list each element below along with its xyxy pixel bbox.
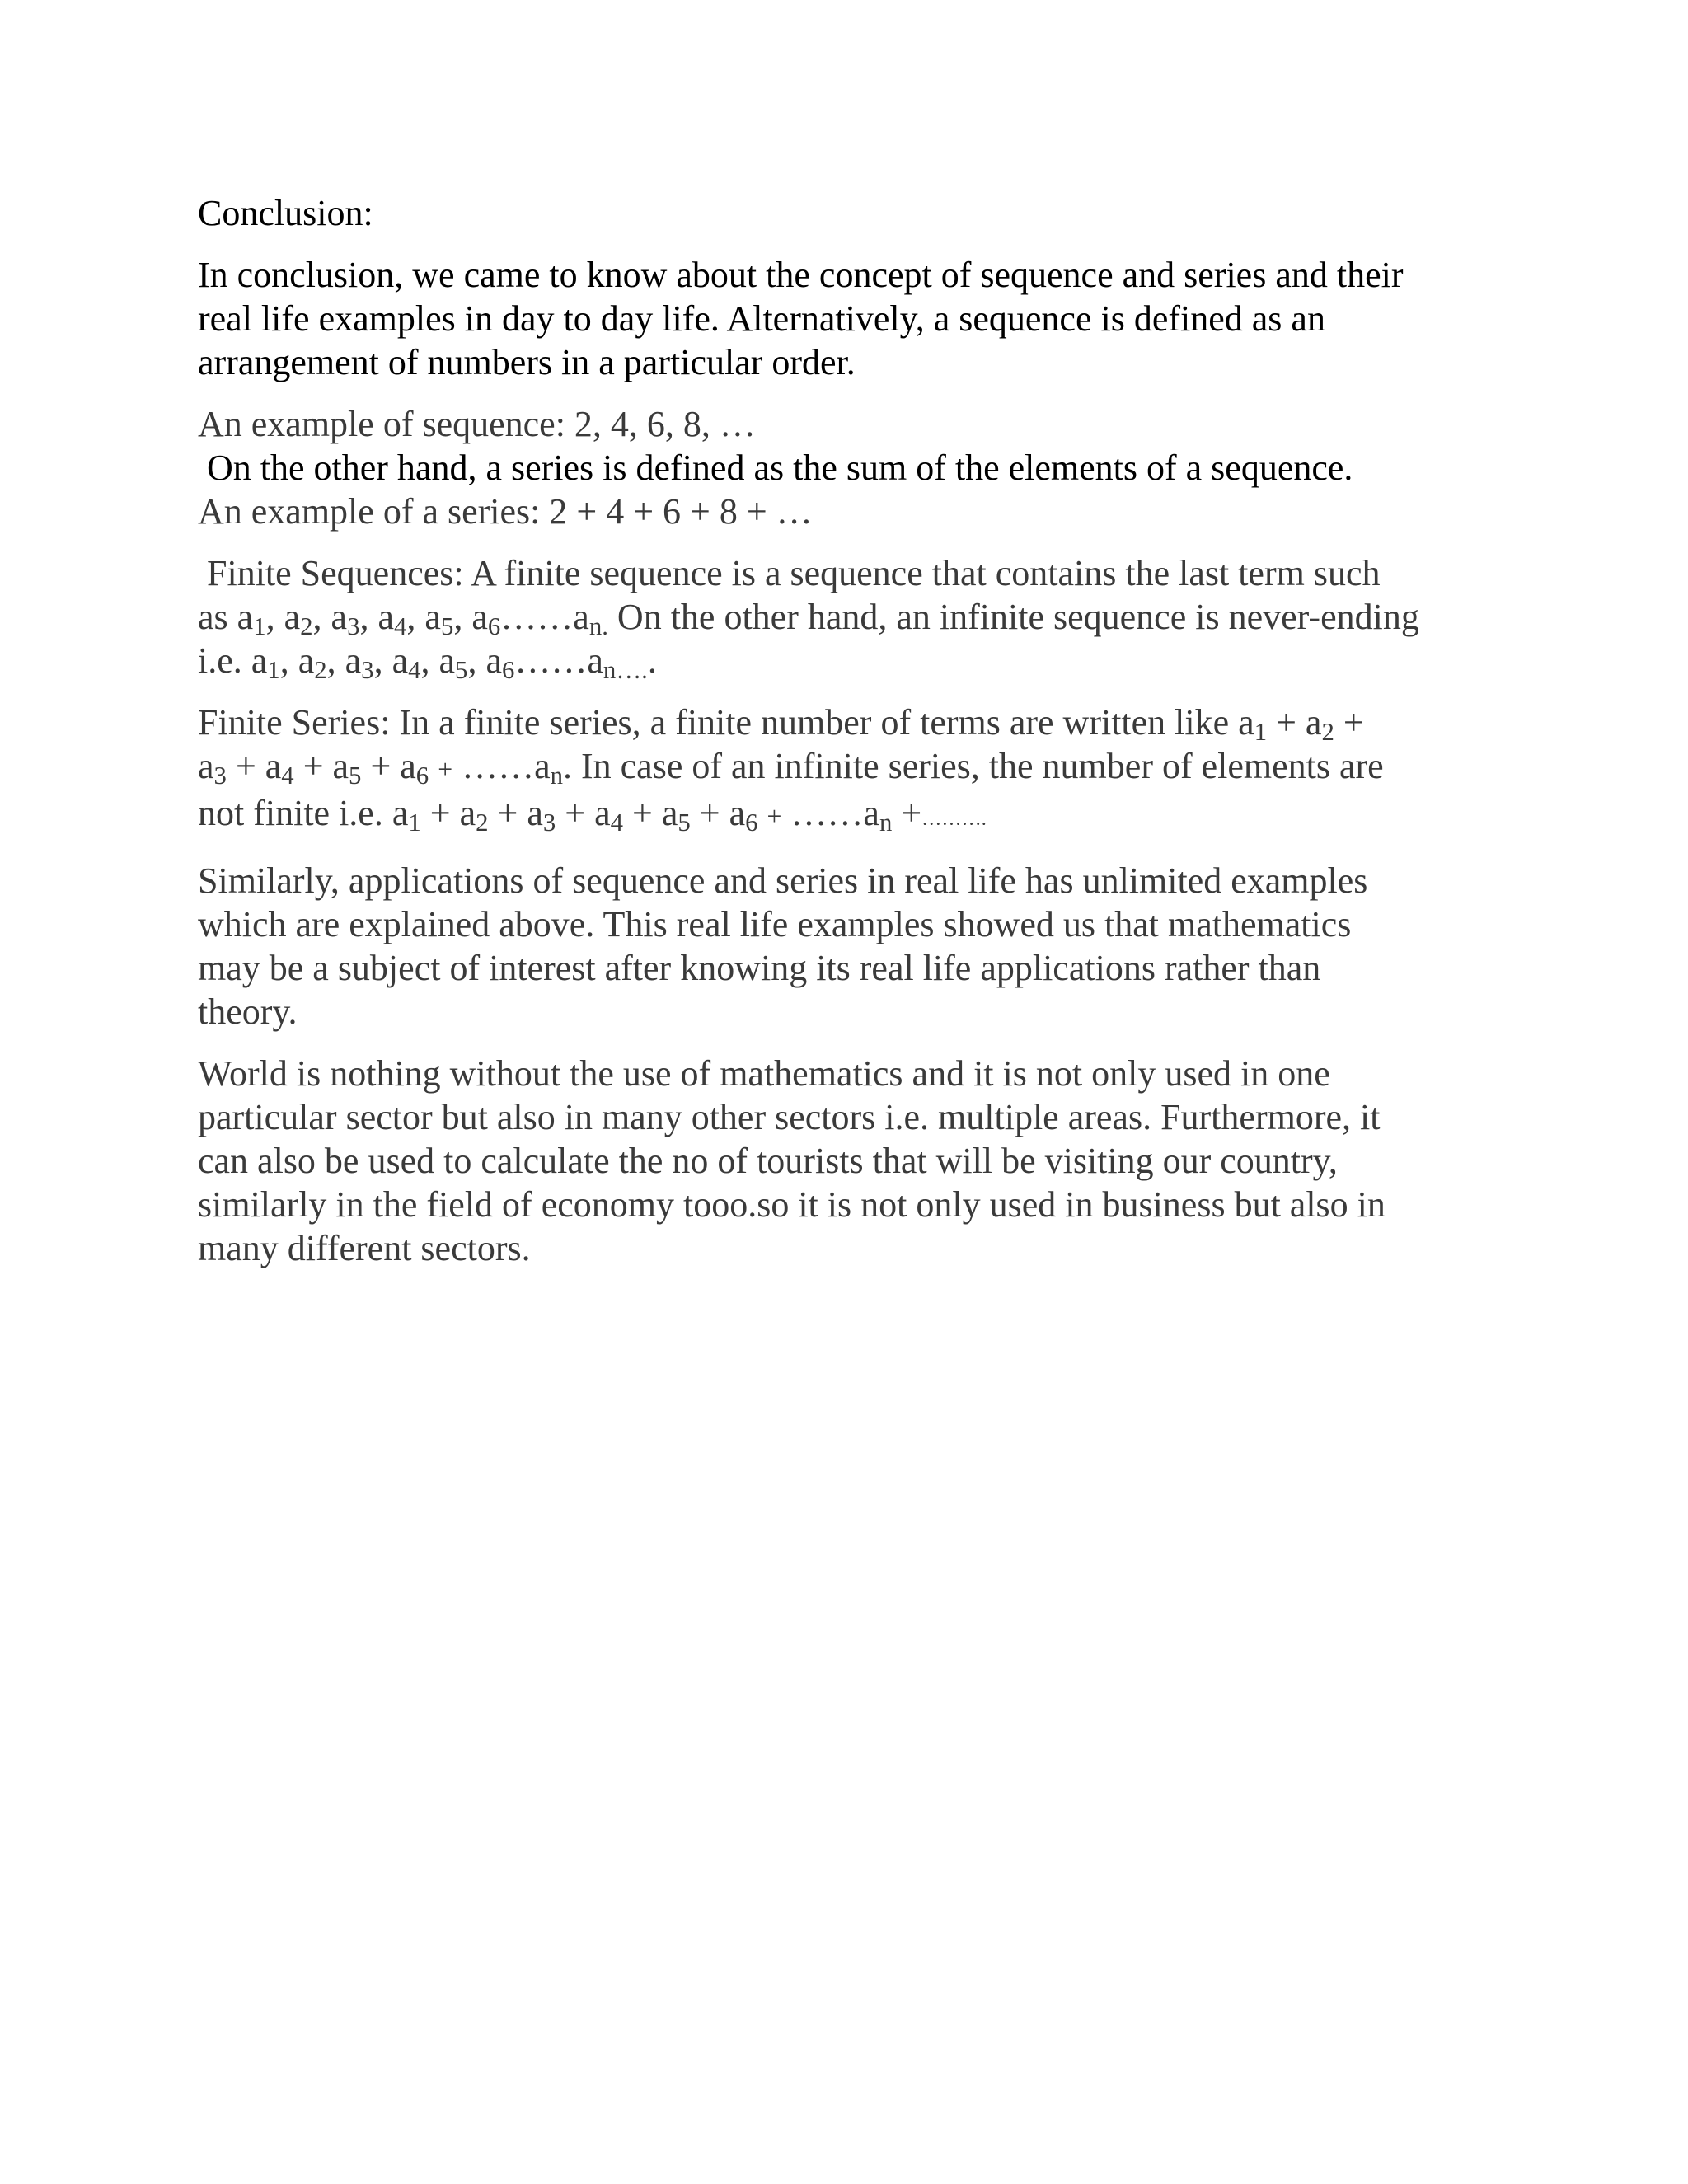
paragraph-applications bbox=[198, 859, 1517, 1033]
paragraph-line: Similarly, applications of sequence and series in real life has unlimited examples bbox=[198, 860, 1368, 901]
paragraph-world bbox=[198, 1052, 1517, 1270]
series-definition: On the other hand, a series is defined as the sum of the elements of a sequence. bbox=[207, 448, 1353, 488]
paragraph-line: as $a_1$, $a_2$, $a_3$, $a_4$, $a_5$, $a_6\dots\dots a_{n.}$ On the other hand, an infinite sequence is never-ending bbox=[198, 597, 1419, 640]
series-example: An example of a series: 2 + 4 + 6 + 8 + … bbox=[198, 491, 813, 532]
text-fragment: On the other hand, an infinite sequence is never-ending bbox=[617, 597, 1419, 637]
text-fragment: Finite Series: In a finite series, a finite number of terms are written like a bbox=[198, 702, 1254, 743]
paragraph-intro bbox=[198, 253, 1517, 384]
text-fragment: as a bbox=[198, 597, 254, 637]
paragraph-line: theory. bbox=[198, 991, 298, 1032]
page-title: Conclusion: bbox=[198, 193, 373, 233]
paragraph-line: World is nothing without the use of mathematics and it is not only used in one bbox=[198, 1053, 1330, 1094]
paragraph-line: $a_3 + a_4 + a_5 + a_6$ + $\dots\dots a_n$. In case of an infinite series, the number of elements are bbox=[198, 746, 1384, 790]
paragraph-line: many different sectors. bbox=[198, 1228, 531, 1268]
paragraph-line: which are explained above. This real life examples showed us that mathematics bbox=[198, 904, 1352, 944]
text-fragment: . In case of an infinite series, the number of elements are bbox=[563, 746, 1384, 786]
paragraph-line: may be a subject of interest after knowing its real life applications rather than bbox=[198, 948, 1321, 988]
paragraph-line: i.e. $a_1$, $a_2$, $a_3$, $a_4$, $a_5$, $a_6\dots\dots a_{n\dots.}$. bbox=[198, 640, 657, 684]
paragraph-line: Finite Sequences: A finite sequence is a sequence that contains the last term such bbox=[207, 553, 1381, 593]
paragraph-line: Finite Series: In a finite series, a finite number of terms are written like $a_1 + a_2$ + bbox=[198, 702, 1364, 746]
paragraph-line: particular sector but also in many other sectors i.e. multiple areas. Furthermore, it bbox=[198, 1097, 1381, 1137]
paragraph-finite-sequences bbox=[198, 551, 1517, 682]
paragraph-line: similarly in the field of economy tooo.so it is not only used in business but also in bbox=[198, 1184, 1386, 1225]
paragraph-line: arrangement of numbers in a particular order. bbox=[198, 342, 856, 382]
paragraph-line: can also be used to calculate the no of tourists that will be visiting our country, bbox=[198, 1141, 1338, 1181]
text-fragment: not finite i.e. a bbox=[198, 793, 409, 833]
sequence-example: An example of sequence: 2, 4, 6, 8, … bbox=[198, 404, 756, 444]
document-body bbox=[198, 191, 1517, 1270]
paragraph-line: real life examples in day to day life. Alternatively, a sequence is defined as an bbox=[198, 298, 1325, 339]
paragraph-finite-series bbox=[198, 701, 1517, 841]
paragraph-line: not finite i.e. $a_1 + a_2 + a_3 + a_4 + a_5 + a_6$ + $\dots\dots a_n$ +………. bbox=[198, 793, 987, 837]
text-fragment: i.e. a bbox=[198, 640, 268, 681]
paragraph-examples bbox=[198, 402, 1517, 533]
paragraph-line: In conclusion, we came to know about the concept of sequence and series and their bbox=[198, 255, 1404, 295]
